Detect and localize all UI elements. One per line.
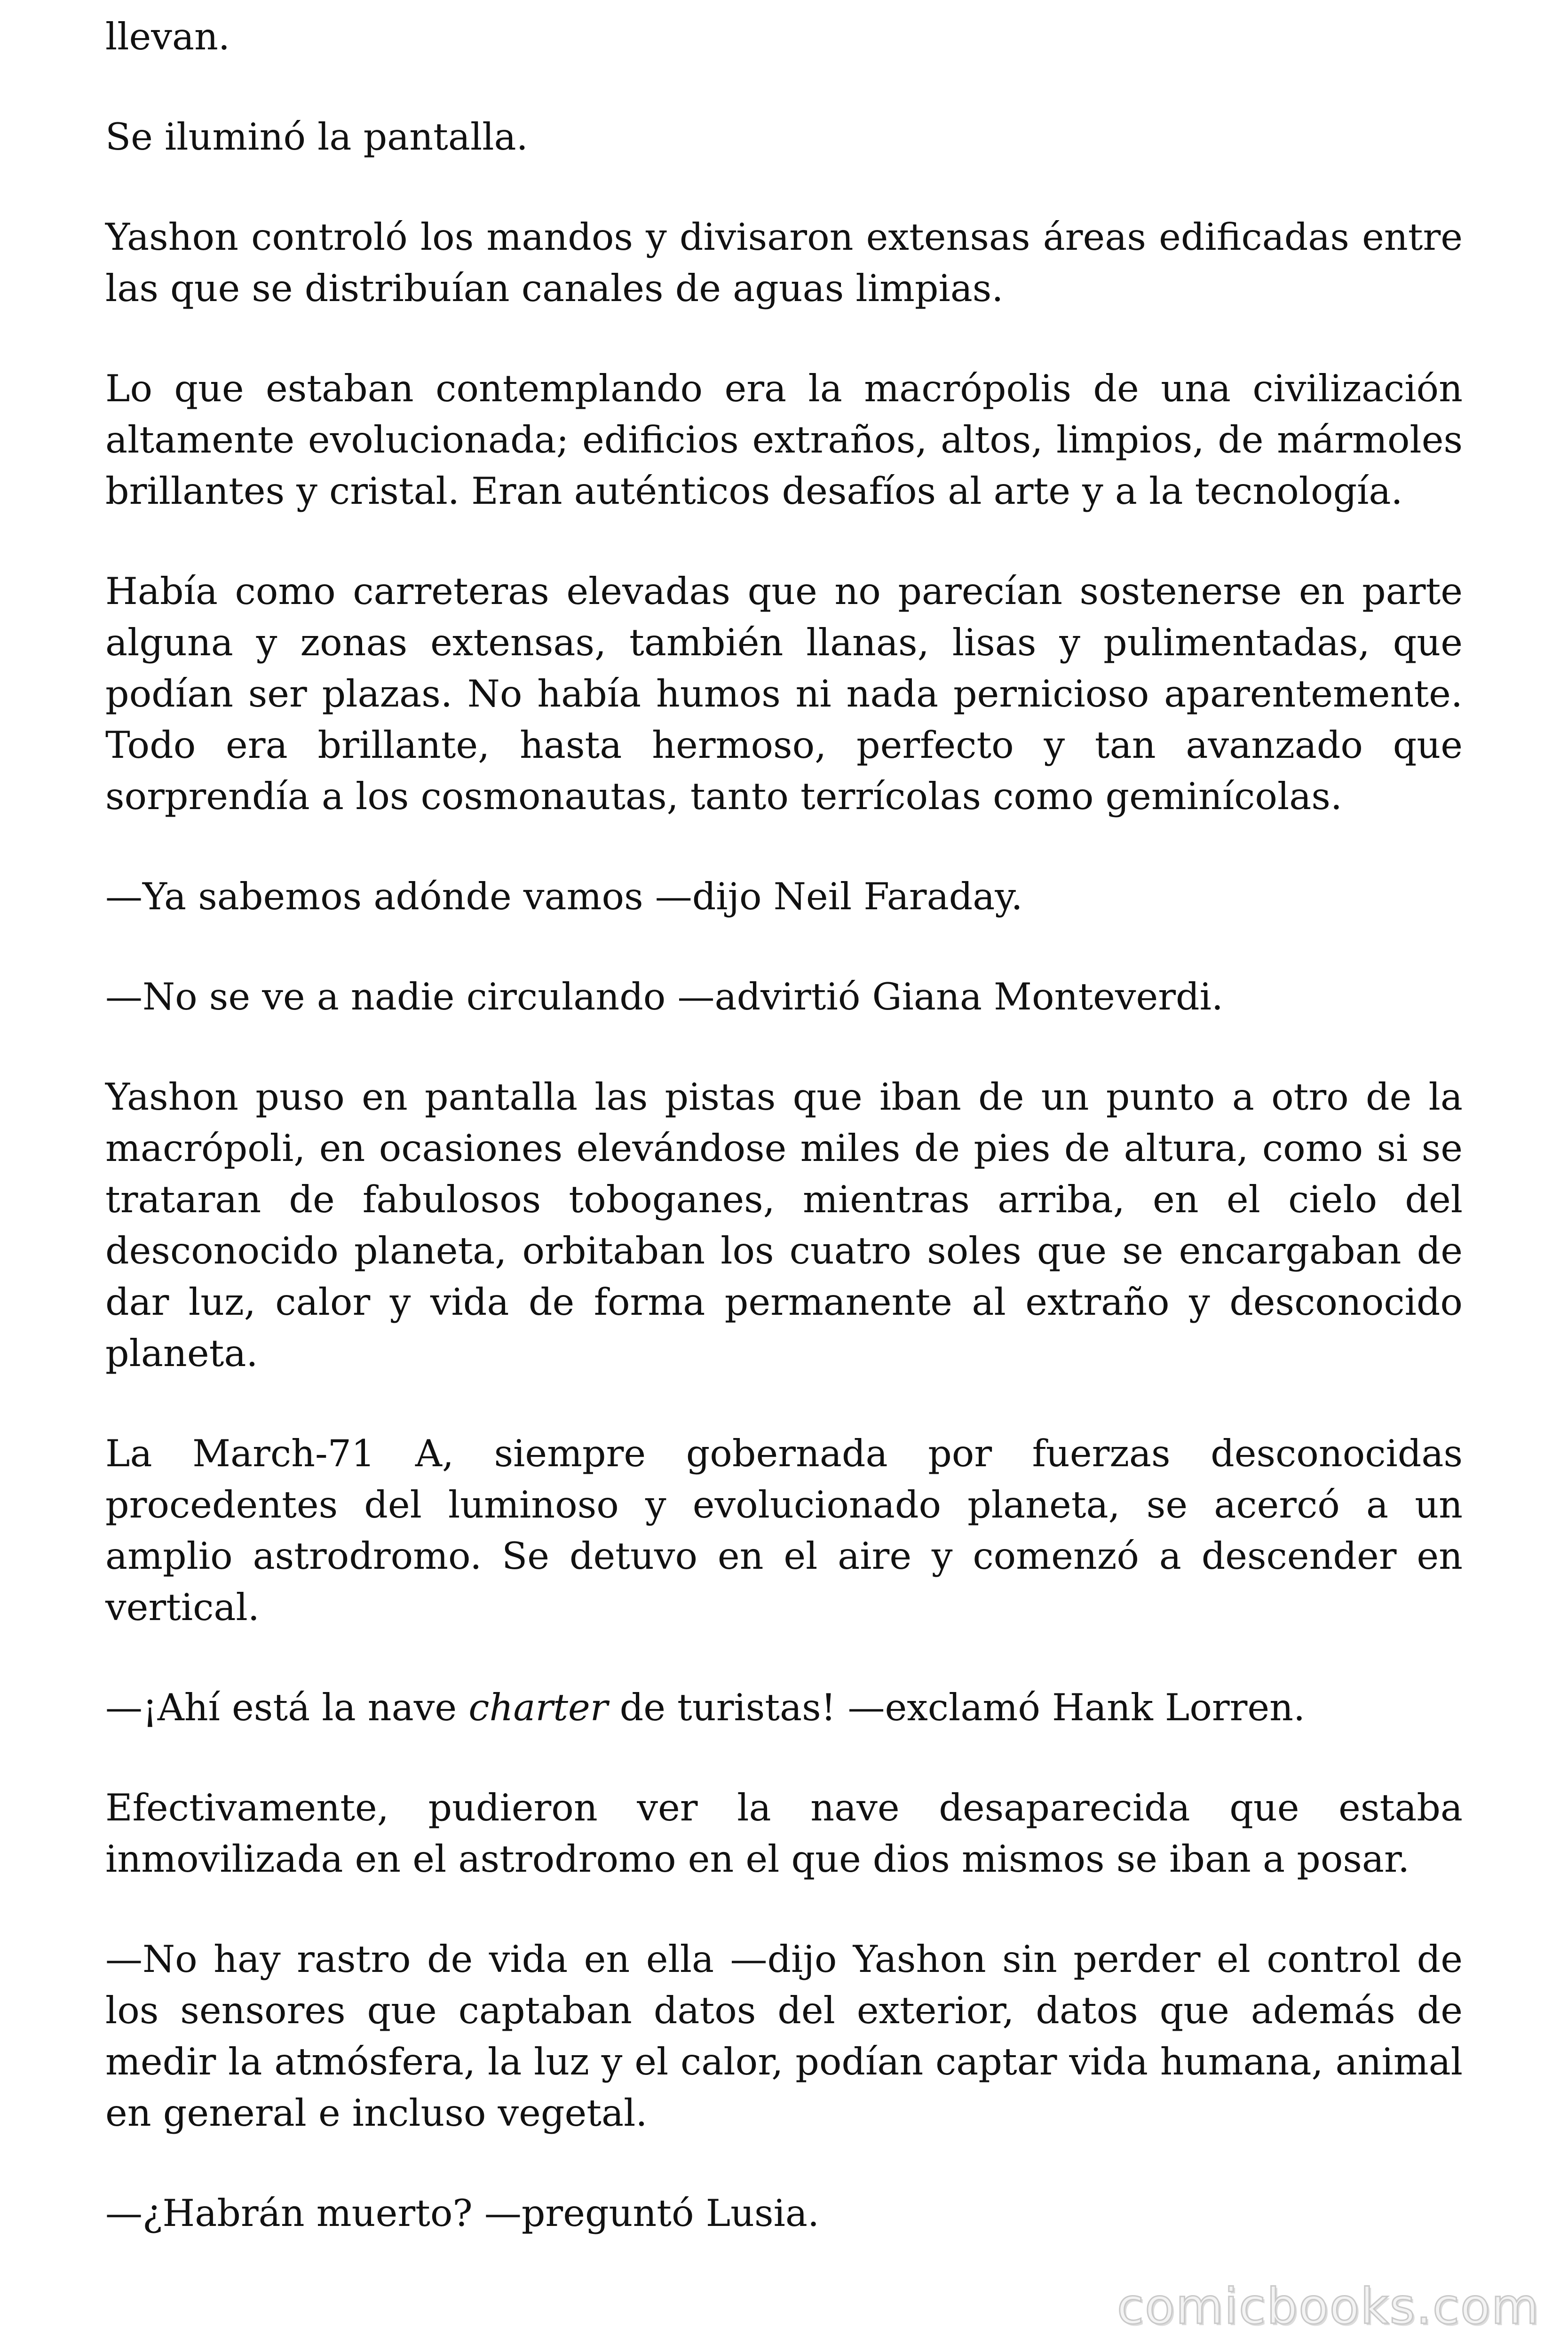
italic-word: charter xyxy=(468,1686,608,1729)
paragraph: Yashon controló los mandos y divisaron extensas áreas edificadas entre las que se distribuían canales de aguas limpias. xyxy=(105,215,1463,310)
dialogue-line: —No hay rastro de vida en ella —dijo Yashon sin perder el control de los sensores que captaban datos del exterior, datos que además de medir la atmósfera, la luz y el calor, podían captar vida humana, animal en general e incluso vegetal. xyxy=(105,1938,1463,2135)
body-text xyxy=(105,11,1463,2239)
paragraph: Yashon puso en pantalla las pistas que iban de un punto a otro de la macrópoli, en ocasiones elevándose miles de pies de altura, como si se trataran de fabulosos toboganes, mientras arriba, en el cielo del desconocido planeta, orbitaban los cuatro soles que se encargaban de dar luz, calor y vida de forma permanente al extraño y desconocido planeta. xyxy=(105,1075,1463,1375)
paragraph: La March-71 A, siempre gobernada por fuerzas desconocidas procedentes del luminoso y evolucionado planeta, se acercó a un amplio astrodromo. Se detuvo en el aire y comenzó a descender en vertical. xyxy=(105,1432,1463,1629)
paragraph: Se iluminó la pantalla. xyxy=(105,115,528,159)
dialogue-text: de turistas! —exclamó Hank Lorren. xyxy=(608,1686,1306,1729)
paragraph: llevan. xyxy=(105,15,230,58)
dialogue-line: —¿Habrán muerto? —preguntó Lusia. xyxy=(105,2192,820,2235)
watermark: comicbooks.com xyxy=(1117,2278,1540,2335)
dialogue-line: —Ya sabemos adónde vamos —dijo Neil Faraday. xyxy=(105,875,1023,918)
dialogue-text: —¡Ahí está la nave xyxy=(105,1686,469,1729)
paragraph: Había como carreteras elevadas que no parecían sostenerse en parte alguna y zonas extensas, también llanas, lisas y pulimentadas, que podían ser plazas. No había humos ni nada pernicioso aparentemente. Todo era brillante, hasta hermoso, perfecto y tan avanzado que sorprendía a los cosmonautas, tanto terrícolas como geminícolas. xyxy=(105,570,1463,818)
dialogue-line: —No se ve a nadie circulando —advirtió Giana Monteverdi. xyxy=(105,975,1223,1018)
paragraph: Efectivamente, pudieron ver la nave desaparecida que estaba inmovilizada en el astrodromo en el que dios mismos se iban a posar. xyxy=(105,1786,1463,1881)
paragraph: Lo que estaban contemplando era la macrópolis de una civilización altamente evolucionada; edificios extraños, altos, limpios, de mármoles brillantes y cristal. Eran auténticos desafíos al arte y a la tecnología. xyxy=(105,367,1463,513)
dialogue-line xyxy=(105,1682,1463,1733)
